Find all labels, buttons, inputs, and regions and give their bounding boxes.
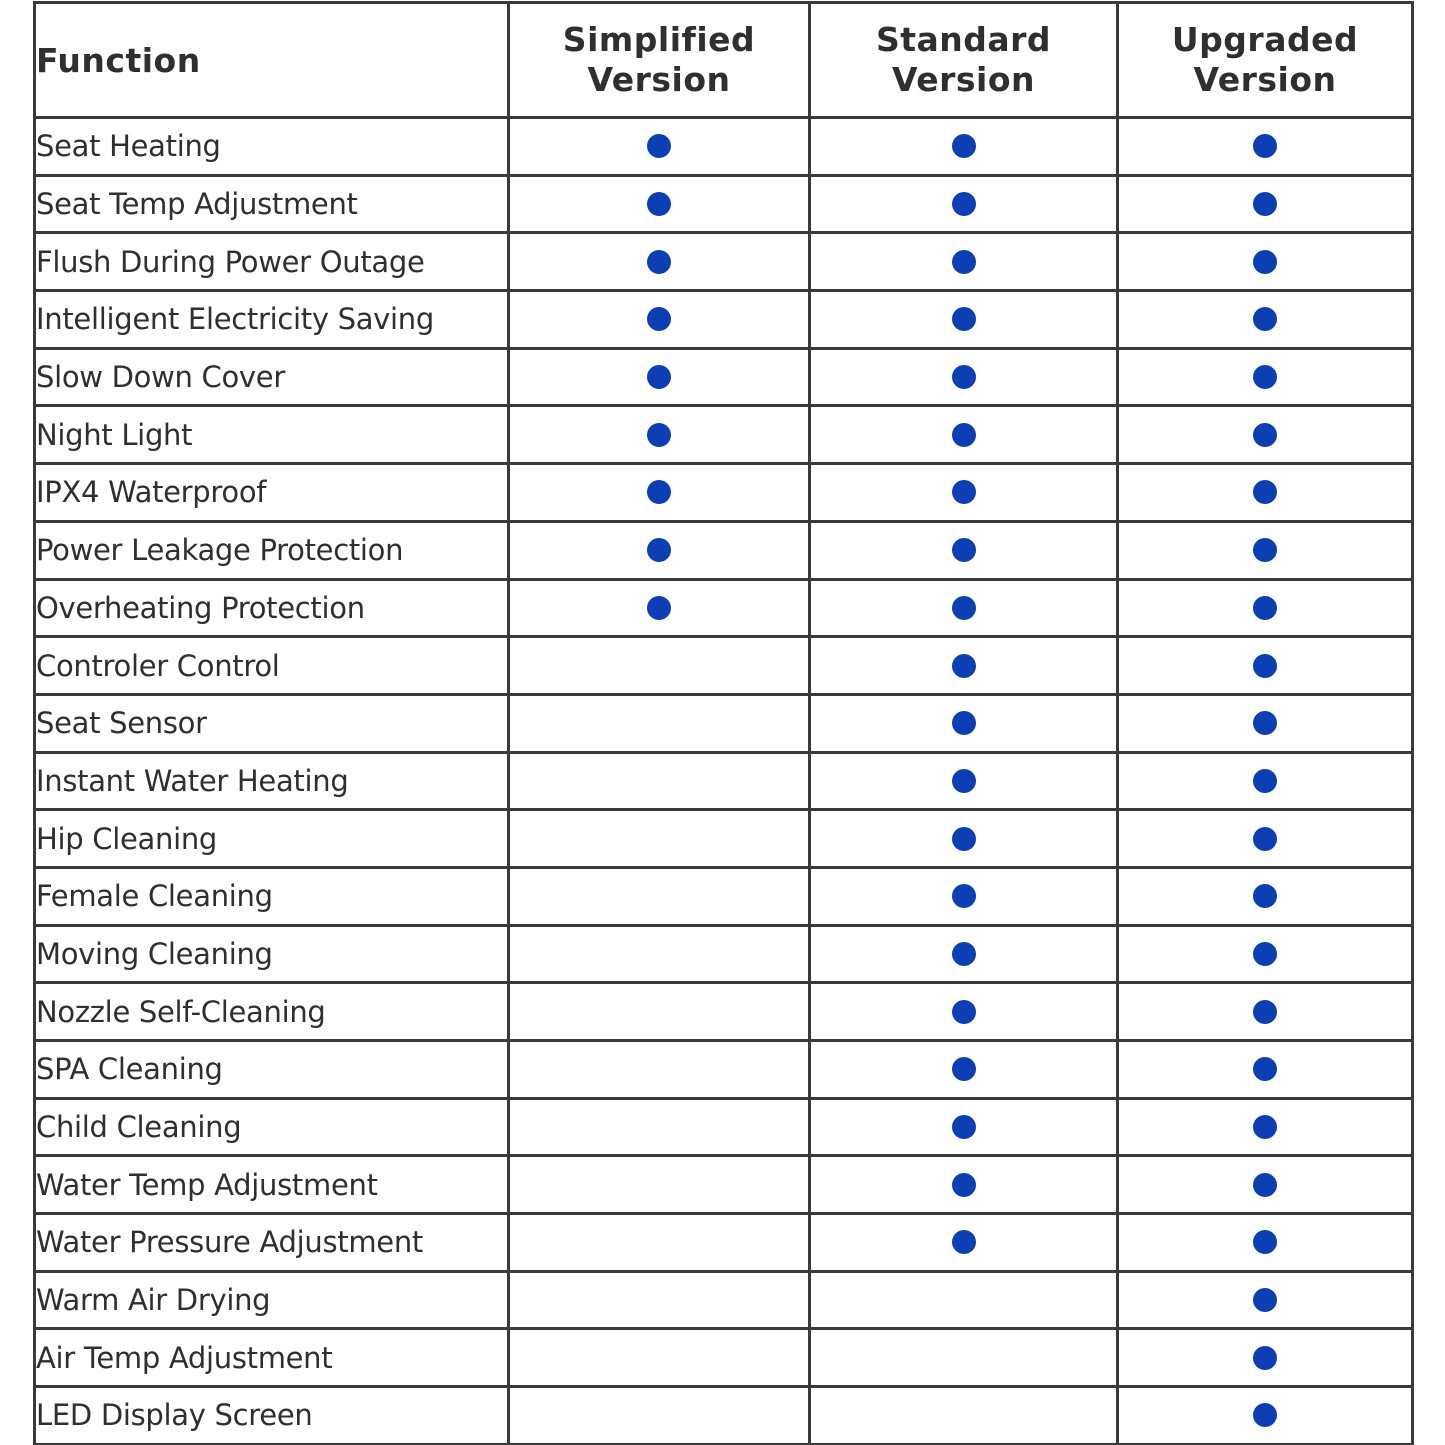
included-dot-icon [952,365,976,389]
standard-version-cell [810,1156,1118,1214]
included-dot-icon [952,307,976,331]
included-dot-icon [1253,1230,1277,1254]
included-dot-icon [1253,134,1277,158]
simplified-version-cell [509,1098,810,1156]
header-standard-version [810,3,1118,118]
simplified-version-cell [509,1041,810,1099]
simplified-version-cell [509,810,810,868]
standard-version-cell [810,810,1118,868]
upgraded-version-cell [1118,925,1413,983]
simplified-version-cell [509,637,810,695]
standard-version-cell [810,579,1118,637]
simplified-version-cell [509,983,810,1041]
included-dot-icon [1253,538,1277,562]
standard-version-cell [810,1214,1118,1272]
standard-version-cell [810,406,1118,464]
table-row [35,925,1413,983]
function-name: Controler Control [35,637,509,695]
simplified-version-cell [509,1214,810,1272]
header-simplified-version [509,3,810,118]
table-row [35,810,1413,868]
standard-version-cell [810,1271,1118,1329]
table-row [35,118,1413,176]
simplified-version-cell [509,1271,810,1329]
function-name: Power Leakage Protection [35,521,509,579]
included-dot-icon [1253,1346,1277,1370]
included-dot-icon [952,1000,976,1024]
included-dot-icon [1253,250,1277,274]
simplified-version-cell [509,867,810,925]
upgraded-version-cell [1118,291,1413,349]
table-row [35,521,1413,579]
standard-version-cell [810,521,1118,579]
function-name: LED Display Screen [35,1387,509,1445]
simplified-version-cell [509,1156,810,1214]
function-name: SPA Cleaning [35,1041,509,1099]
upgraded-version-cell [1118,1041,1413,1099]
simplified-version-cell [509,406,810,464]
standard-version-cell [810,867,1118,925]
included-dot-icon [1253,1115,1277,1139]
included-dot-icon [952,1230,976,1254]
included-dot-icon [952,769,976,793]
standard-version-cell [810,925,1118,983]
included-dot-icon [952,1057,976,1081]
included-dot-icon [1253,1000,1277,1024]
table-row [35,867,1413,925]
upgraded-version-cell [1118,752,1413,810]
upgraded-version-cell [1118,406,1413,464]
upgraded-version-cell [1118,637,1413,695]
included-dot-icon [952,711,976,735]
upgraded-version-cell [1118,1214,1413,1272]
function-name: Water Pressure Adjustment [35,1214,509,1272]
simplified-version-cell [509,694,810,752]
standard-version-cell [810,637,1118,695]
simplified-version-cell [509,233,810,291]
function-name: Flush During Power Outage [35,233,509,291]
included-dot-icon [952,654,976,678]
included-dot-icon [647,423,671,447]
standard-version-cell [810,464,1118,522]
included-dot-icon [1253,192,1277,216]
header-standard-line1: Standard [875,20,1052,59]
included-dot-icon [952,250,976,274]
upgraded-version-cell [1118,1329,1413,1387]
upgraded-version-cell [1118,1098,1413,1156]
included-dot-icon [952,942,976,966]
function-name: Seat Heating [35,118,509,176]
included-dot-icon [1253,711,1277,735]
upgraded-version-cell [1118,464,1413,522]
included-dot-icon [647,134,671,158]
included-dot-icon [1253,942,1277,966]
standard-version-cell [810,694,1118,752]
header-upgraded-line1: Upgraded [1171,20,1359,59]
simplified-version-cell [509,752,810,810]
header-simplified-line1: Simplified [562,20,756,59]
table-row [35,637,1413,695]
table-row [35,1329,1413,1387]
included-dot-icon [952,1115,976,1139]
simplified-version-cell [509,521,810,579]
standard-version-cell [810,1387,1118,1445]
standard-version-cell [810,118,1118,176]
upgraded-version-cell [1118,1387,1413,1445]
upgraded-version-cell [1118,348,1413,406]
included-dot-icon [647,192,671,216]
standard-version-cell [810,233,1118,291]
included-dot-icon [1253,596,1277,620]
function-name: Hip Cleaning [35,810,509,868]
table-row [35,579,1413,637]
upgraded-version-cell [1118,983,1413,1041]
included-dot-icon [1253,1057,1277,1081]
upgraded-version-cell [1118,579,1413,637]
function-name: Air Temp Adjustment [35,1329,509,1387]
function-name: Moving Cleaning [35,925,509,983]
header-simplified-line2: Version [587,60,731,99]
simplified-version-cell [509,464,810,522]
simplified-version-cell [509,1329,810,1387]
table-row [35,406,1413,464]
table-row [35,1156,1413,1214]
included-dot-icon [647,538,671,562]
function-name: Female Cleaning [35,867,509,925]
included-dot-icon [1253,423,1277,447]
included-dot-icon [952,134,976,158]
upgraded-version-cell [1118,867,1413,925]
standard-version-cell [810,752,1118,810]
included-dot-icon [1253,884,1277,908]
included-dot-icon [952,538,976,562]
standard-version-cell [810,1329,1118,1387]
standard-version-cell [810,175,1118,233]
included-dot-icon [952,423,976,447]
table-row [35,983,1413,1041]
included-dot-icon [647,365,671,389]
function-name: Child Cleaning [35,1098,509,1156]
simplified-version-cell [509,348,810,406]
simplified-version-cell [509,925,810,983]
upgraded-version-cell [1118,118,1413,176]
table-row [35,464,1413,522]
included-dot-icon [952,827,976,851]
included-dot-icon [647,596,671,620]
simplified-version-cell [509,175,810,233]
table-row [35,1387,1413,1445]
standard-version-cell [810,291,1118,349]
table-row [35,752,1413,810]
upgraded-version-cell [1118,521,1413,579]
table-row [35,233,1413,291]
header-row [35,3,1413,118]
included-dot-icon [647,250,671,274]
simplified-version-cell [509,291,810,349]
header-upgraded-line2: Version [1193,60,1337,99]
included-dot-icon [647,480,671,504]
table-row [35,1271,1413,1329]
header-function: Function [35,3,509,118]
upgraded-version-cell [1118,1156,1413,1214]
upgraded-version-cell [1118,694,1413,752]
included-dot-icon [952,596,976,620]
function-name: Seat Temp Adjustment [35,175,509,233]
included-dot-icon [1253,769,1277,793]
table-row [35,694,1413,752]
included-dot-icon [1253,365,1277,389]
feature-rows [35,118,1413,1445]
included-dot-icon [1253,1173,1277,1197]
table-row [35,1041,1413,1099]
simplified-version-cell [509,1387,810,1445]
included-dot-icon [1253,1288,1277,1312]
included-dot-icon [1253,827,1277,851]
feature-comparison-table [33,1,1414,1445]
included-dot-icon [1253,480,1277,504]
table-row [35,1214,1413,1272]
function-name: Intelligent Electricity Saving [35,291,509,349]
function-name: Water Temp Adjustment [35,1156,509,1214]
standard-version-cell [810,983,1118,1041]
function-name: IPX4 Waterproof [35,464,509,522]
upgraded-version-cell [1118,175,1413,233]
function-name: Overheating Protection [35,579,509,637]
included-dot-icon [647,307,671,331]
table-row [35,291,1413,349]
included-dot-icon [952,480,976,504]
function-name: Night Light [35,406,509,464]
included-dot-icon [952,192,976,216]
table-row [35,348,1413,406]
function-name: Instant Water Heating [35,752,509,810]
included-dot-icon [952,884,976,908]
upgraded-version-cell [1118,810,1413,868]
table-row [35,175,1413,233]
upgraded-version-cell [1118,1271,1413,1329]
standard-version-cell [810,348,1118,406]
function-name: Slow Down Cover [35,348,509,406]
table-row [35,1098,1413,1156]
included-dot-icon [952,1173,976,1197]
function-name: Seat Sensor [35,694,509,752]
header-standard-line2: Version [891,60,1035,99]
upgraded-version-cell [1118,233,1413,291]
simplified-version-cell [509,118,810,176]
simplified-version-cell [509,579,810,637]
included-dot-icon [1253,1403,1277,1427]
included-dot-icon [1253,654,1277,678]
function-name: Warm Air Drying [35,1271,509,1329]
function-name: Nozzle Self-Cleaning [35,983,509,1041]
standard-version-cell [810,1098,1118,1156]
included-dot-icon [1253,307,1277,331]
header-upgraded-version [1118,3,1413,118]
standard-version-cell [810,1041,1118,1099]
